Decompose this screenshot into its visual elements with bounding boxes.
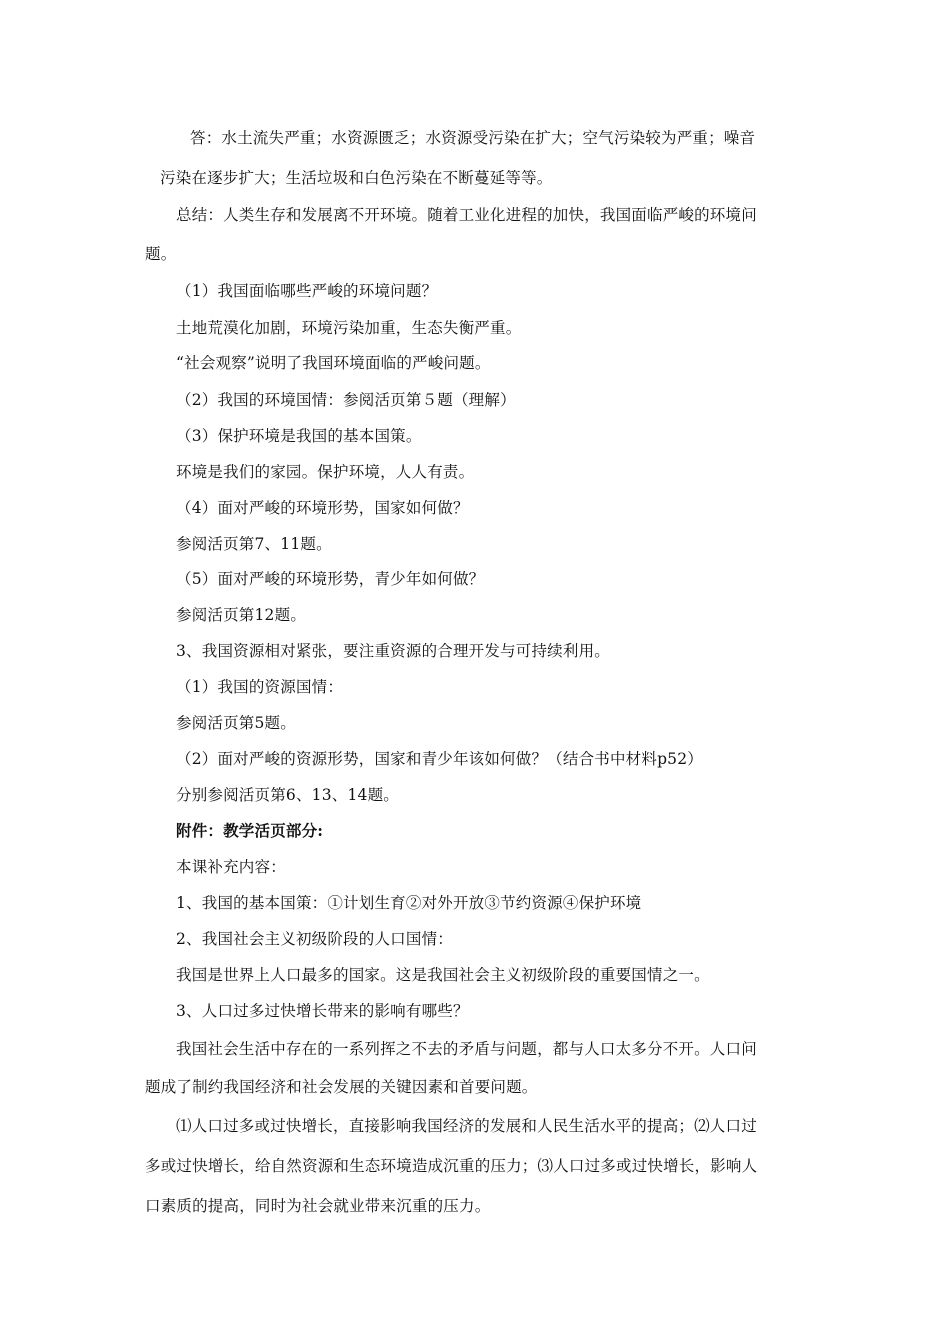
question-2: （2）我国的环境国情：参阅活页第５题（理解）: [176, 391, 516, 409]
item-2: 2、我国社会主义初级阶段的人口国情：: [176, 930, 453, 948]
item-3-paragraph-2-line-1: ⑴人口过多或过快增长，直接影响我国经济的发展和人民生活水平的提高；⑵人口过: [176, 1117, 757, 1135]
item-3-paragraph-2-line-2: 多或过快增长，给自然资源和生态环境造成沉重的压力；⑶人口过多或过快增长，影响人: [145, 1157, 758, 1175]
section-3-heading: 3、我国资源相对紧张，要注重资源的合理开发与可持续利用。: [176, 642, 610, 660]
appendix-title: 附件：教学活页部分:: [176, 821, 324, 840]
section-3-question-1-answer: 参阅活页第5题。: [176, 714, 296, 732]
answer-line-1: 答：水土流失严重；水资源匮乏；水资源受污染在扩大；空气污染较为严重；噪音: [190, 129, 756, 147]
summary-line-2: 题。: [145, 245, 177, 263]
question-5: （5）面对严峻的环境形势，青少年如何做？: [176, 570, 485, 588]
section-3-question-2-answer: 分别参阅活页第6、13、14题。: [176, 786, 400, 804]
section-3-question-2: （2）面对严峻的资源形势，国家和青少年该如何做？（结合书中材料p52）: [176, 750, 704, 768]
item-3-paragraph-2-line-3: 口素质的提高，同时为社会就业带来沉重的压力。: [145, 1197, 491, 1215]
item-2-answer: 我国是世界上人口最多的国家。这是我国社会主义初级阶段的重要国情之一。: [176, 966, 710, 984]
section-3-question-1: （1）我国的资源国情：: [176, 678, 344, 696]
item-1: 1、我国的基本国策：①计划生育②对外开放③节约资源④保护环境: [176, 894, 642, 912]
question-3: （3）保护环境是我国的基本国策。: [176, 427, 422, 445]
question-1: （1）我国面临哪些严峻的环境问题？: [176, 282, 438, 300]
item-3-paragraph-1-line-2: 题成了制约我国经济和社会发展的关键因素和首要问题。: [145, 1078, 538, 1096]
question-1-answer: 土地荒漠化加剧，环境污染加重，生态失衡严重。: [176, 319, 522, 337]
item-3: 3、人口过多过快增长带来的影响有哪些？: [176, 1002, 469, 1020]
question-4: （4）面对严峻的环境形势，国家如何做？: [176, 499, 469, 517]
question-5-answer: 参阅活页第12题。: [176, 606, 307, 624]
summary-line-1: 总结：人类生存和发展离不开环境。随着工业化进程的加快，我国面临严峻的环境问: [176, 206, 757, 224]
question-3-answer: 环境是我们的家园。保护环境，人人有责。: [176, 463, 475, 481]
question-1-note: “社会观察”说明了我国环境面临的严峻问题。: [176, 354, 491, 372]
supplement-title: 本课补充内容：: [176, 858, 286, 876]
answer-line-2: 污染在逐步扩大；生活垃圾和白色污染在不断蔓延等等。: [160, 169, 553, 187]
item-3-paragraph-1-line-1: 我国社会生活中存在的一系列挥之不去的矛盾与问题，都与人口太多分不开。人口问: [176, 1040, 757, 1058]
question-4-answer: 参阅活页第7、11题。: [176, 535, 332, 553]
